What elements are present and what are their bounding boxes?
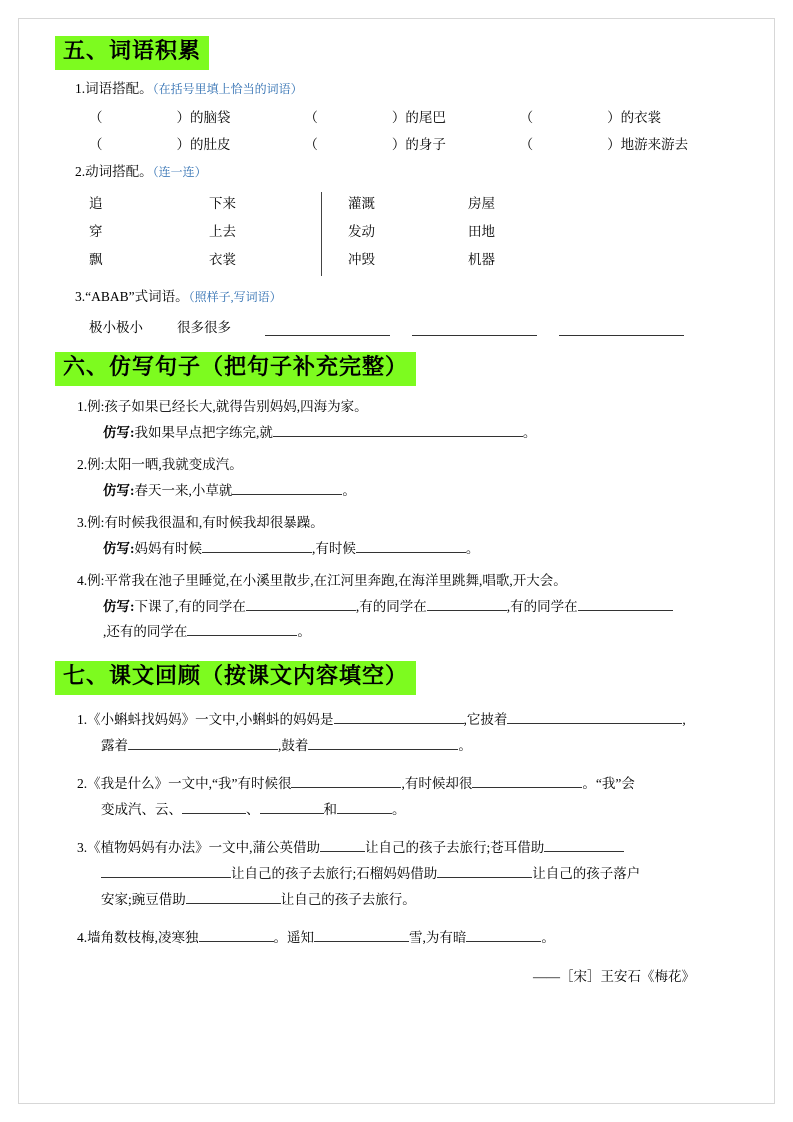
match-word[interactable]: 飘 — [89, 252, 103, 267]
question-text: 让自己的孩子去旅行;苍耳借助 — [365, 840, 545, 855]
matching-column-left-b — [209, 190, 321, 278]
abab-row — [55, 316, 735, 336]
question-text: 让自己的孩子去旅行;石榴妈妈借助 — [231, 866, 438, 881]
matching-column-left-a — [89, 190, 209, 278]
imitation-suffix: 。 — [522, 425, 537, 440]
match-word[interactable]: 穿 — [89, 224, 103, 239]
example-text: 太阳一晒,我就变成汽。 — [104, 457, 243, 472]
answer-blank[interactable] — [265, 320, 390, 336]
question-text: 。 — [541, 930, 555, 945]
example-number: 2.例: — [77, 457, 105, 472]
match-word[interactable]: 追 — [89, 196, 103, 211]
question-line-2 — [77, 733, 735, 759]
answer-blank[interactable] — [578, 595, 673, 611]
section-seven-heading: 七、课文回顾（按课文内容填空） — [55, 661, 416, 695]
item-label: 1.词语搭配。 — [75, 81, 153, 96]
question-line-2 — [77, 861, 735, 887]
matching-right-group — [348, 190, 588, 278]
answer-blank[interactable] — [412, 320, 537, 336]
answer-blank[interactable] — [437, 862, 532, 878]
question-text: 变成汽、云、 — [101, 802, 182, 817]
answer-blank[interactable] — [186, 888, 281, 904]
answer-blank[interactable] — [291, 772, 401, 788]
example-line — [55, 454, 735, 475]
paren-row — [55, 133, 735, 153]
question-text: 2.《我是什么》一文中,“我”有时候很 — [77, 776, 292, 791]
item-hint: （照样子,写词语） — [188, 290, 282, 304]
answer-blank[interactable] — [246, 595, 356, 611]
question-text: ,它披着 — [463, 712, 508, 727]
question-item — [55, 707, 735, 759]
answer-blank[interactable] — [466, 926, 541, 942]
imitation-label: 仿写: — [103, 541, 135, 556]
question-item — [55, 771, 735, 823]
column-divider — [321, 192, 322, 276]
worksheet-content — [55, 36, 735, 985]
match-word[interactable]: 冲毁 — [348, 252, 375, 267]
imitation-suffix: 。 — [297, 624, 311, 639]
example-number: 1.例: — [77, 399, 105, 414]
question-text: 。 — [458, 738, 472, 753]
answer-blank[interactable] — [260, 798, 324, 814]
question-text: 4.墙角数枝梅,凌寒独 — [77, 930, 199, 945]
question-text: 1.《小蝌蚪找妈妈》一文中,小蝌蚪的妈妈是 — [77, 712, 334, 727]
imitation-line — [55, 421, 735, 444]
example-text: 有时候我很温和,有时候我却很暴躁。 — [104, 515, 324, 530]
imitation-part: ,还有的同学在 — [103, 624, 188, 639]
imitation-prefix: 妈妈有时候 — [134, 541, 202, 556]
matching-left-group — [89, 190, 321, 278]
answer-blank[interactable] — [308, 734, 458, 750]
imitation-line — [55, 595, 735, 618]
answer-blank[interactable] — [427, 595, 507, 611]
answer-blank[interactable] — [187, 620, 297, 636]
example-line — [55, 570, 735, 591]
imitation-label: 仿写: — [103, 599, 135, 614]
match-word[interactable]: 房屋 — [468, 196, 495, 211]
section-five — [55, 36, 735, 336]
blank-cell[interactable]: （ ）的衣裳 — [519, 110, 662, 125]
question-text: 让自己的孩子去旅行。 — [280, 892, 416, 907]
imitation-middle: ,有时候 — [312, 541, 356, 556]
question-text: 3.《植物妈妈有办法》一文中,蒲公英借助 — [77, 840, 320, 855]
example-text: 平常我在池子里睡觉,在小溪里散步,在江河里奔跑,在海洋里跳舞,唱歌,开大会。 — [104, 573, 567, 588]
blank-text: ）的尾巴 — [391, 110, 446, 125]
imitation-suffix: 。 — [465, 541, 480, 556]
example-number: 4.例: — [77, 573, 105, 588]
imitation-label: 仿写: — [103, 425, 135, 440]
blank-cell[interactable]: （ ）的肚皮 — [89, 137, 231, 152]
imitation-suffix: 。 — [342, 483, 356, 498]
blank-text: ）的衣裳 — [607, 110, 662, 125]
answer-blank[interactable] — [507, 708, 682, 724]
question-text: , — [682, 712, 686, 727]
matching-column-right-b — [468, 190, 588, 278]
match-word[interactable]: 下来 — [209, 196, 236, 211]
item-verb-collocation — [55, 162, 735, 182]
answer-blank[interactable] — [314, 926, 409, 942]
answer-blank[interactable] — [182, 798, 246, 814]
paren-row — [55, 106, 735, 126]
imitation-prefix: 我如果早点把字练完,就 — [134, 425, 273, 440]
match-word[interactable]: 机器 — [468, 252, 495, 267]
matching-exercise[interactable] — [55, 190, 735, 278]
abab-sample: 很多很多 — [177, 320, 231, 335]
question-text: 、 — [246, 802, 260, 817]
blank-cell[interactable]: （ ）的尾巴 — [304, 110, 446, 125]
question-text: ,鼓着 — [278, 738, 309, 753]
blank-text: ）的身子 — [391, 137, 446, 152]
imitation-part: ,有的同学在 — [355, 599, 427, 614]
blank-cell[interactable]: （ ）地游来游去 — [519, 137, 689, 152]
question-text: 和 — [323, 802, 337, 817]
example-line — [55, 512, 735, 533]
match-word[interactable]: 灌溉 — [348, 196, 375, 211]
item-hint: （连一连） — [152, 165, 207, 179]
imitation-prefix: 春天一来,小草就 — [134, 483, 233, 498]
imitation-part: ,有的同学在 — [506, 599, 578, 614]
section-five-heading: 五、词语积累 — [55, 36, 209, 70]
imitation-label: 仿写: — [103, 483, 135, 498]
imitation-part: 下课了,有的同学在 — [134, 599, 246, 614]
imitation-line — [55, 479, 735, 502]
blank-text: ）的脑袋 — [176, 110, 231, 125]
question-line-2 — [77, 797, 735, 823]
match-word[interactable]: 发动 — [348, 224, 375, 239]
question-text: 雪,为有暗 — [409, 930, 467, 945]
imitation-line-continued — [55, 620, 735, 643]
item-hint: （在括号里填上恰当的词语） — [152, 82, 303, 96]
abab-sample: 极小极小 — [89, 320, 143, 335]
answer-blank[interactable] — [320, 836, 365, 852]
answer-blank[interactable] — [232, 479, 342, 495]
answer-blank[interactable] — [544, 836, 624, 852]
answer-blank[interactable] — [334, 708, 464, 724]
match-word[interactable]: 衣裳 — [209, 252, 236, 267]
question-text: 。“我”会 — [582, 776, 635, 791]
poem-attribution: ——［宋］王安石《梅花》 — [533, 969, 695, 984]
question-text: ,有时候却很 — [401, 776, 473, 791]
question-item — [55, 925, 735, 951]
question-item — [55, 835, 735, 913]
blank-cell[interactable]: （ ）的身子 — [304, 137, 446, 152]
answer-blank[interactable] — [273, 421, 523, 437]
blank-text: ）地游来游去 — [607, 137, 689, 152]
question-text: 安家;豌豆借助 — [101, 892, 186, 907]
imitation-line — [55, 537, 735, 560]
item-word-collocation — [55, 79, 735, 99]
example-line — [55, 396, 735, 417]
example-text: 孩子如果已经长大,就得告别妈妈,四海为家。 — [104, 399, 368, 414]
blank-text: ）的肚皮 — [176, 137, 231, 152]
example-number: 3.例: — [77, 515, 105, 530]
answer-blank[interactable] — [202, 537, 312, 553]
matching-column-right-a — [348, 190, 468, 278]
question-text: 。 — [392, 802, 406, 817]
question-text: 露着 — [101, 738, 128, 753]
item-label: 3.“ABAB”式词语。 — [75, 289, 189, 304]
item-abab-words — [55, 287, 735, 307]
answer-blank[interactable] — [337, 798, 392, 814]
blank-cell[interactable]: （ ）的脑袋 — [89, 110, 231, 125]
answer-blank[interactable] — [559, 320, 684, 336]
item-label: 2.动词搭配。 — [75, 164, 153, 179]
question-line-3 — [77, 887, 735, 913]
question-text: 让自己的孩子落户 — [532, 866, 641, 881]
section-six — [55, 352, 735, 643]
section-seven — [55, 661, 735, 985]
answer-blank[interactable] — [199, 926, 274, 942]
match-word[interactable]: 田地 — [468, 224, 495, 239]
answer-blank[interactable] — [128, 734, 278, 750]
answer-blank[interactable] — [356, 537, 466, 553]
match-word[interactable]: 上去 — [209, 224, 236, 239]
answer-blank[interactable] — [472, 772, 582, 788]
question-text: 。遥知 — [273, 930, 314, 945]
section-six-heading: 六、仿写句子（把句子补充完整） — [55, 352, 416, 386]
answer-blank[interactable] — [101, 862, 231, 878]
